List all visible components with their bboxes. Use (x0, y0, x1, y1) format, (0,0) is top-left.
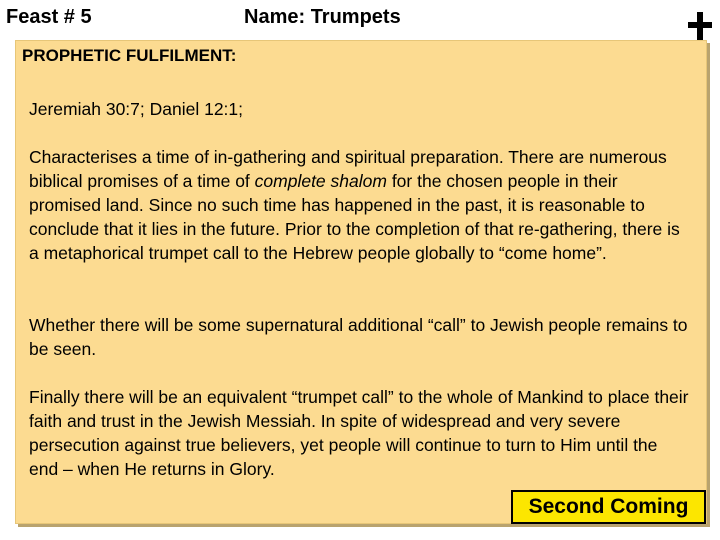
complete-shalom-emphasis: complete shalom (254, 171, 387, 191)
paragraph-ingathering (29, 145, 689, 265)
paragraph-trumpet-call-mankind: Finally there will be an equivalent “trumpet call” to the whole of Mankind to place their faith and trust in the Jewish Messiah. In spite of widespread and very severe persecution against true believers, yet people will continue to turn to Him until the end – when He returns in Glory. (29, 387, 689, 479)
paragraph-ingathering-start: Characterises a time of in-gathering and spiritual preparation. There are numerous biblical promises of a time of (29, 147, 667, 191)
scripture-references: Jeremiah 30:7; Daniel 12:1; (29, 99, 244, 119)
second-coming-badge: Second Coming (511, 490, 706, 524)
feast-number: Feast # 5 (6, 6, 92, 28)
paragraph-ingathering-end: for the chosen people in their promised land. Since no such time has happened in the past, it is reasonable to conclude that it lies in the future. Prior to the completion of that re-gathering, there is a metaphorical trumpet call to the Hebrew people globally to “come home”. (29, 171, 680, 263)
feast-name: Name: Trumpets (244, 6, 401, 28)
section-heading: PROPHETIC FULFILMENT: (22, 46, 237, 65)
paragraph-supernatural-call: Whether there will be some supernatural additional “call” to Jewish people remains to be seen. (29, 315, 688, 359)
